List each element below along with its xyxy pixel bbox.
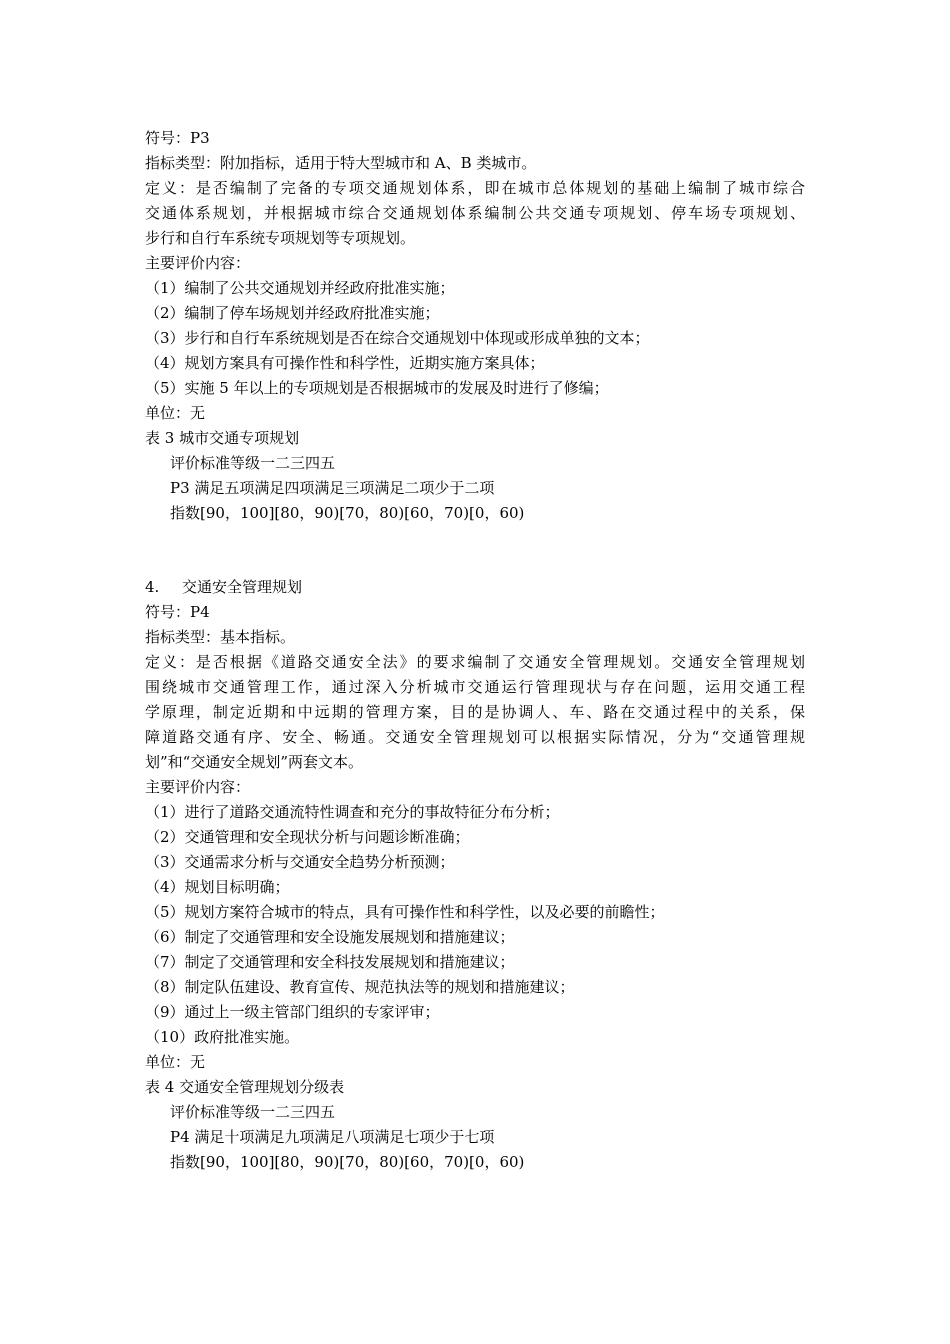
p3-definition-line: 交通体系规划，并根据城市综合交通规划体系编制公共交通专项规划、停车场专项规划、 [145,204,805,222]
p4-eval-heading: 主要评价内容： [145,778,251,796]
p4-eval-item: （2）交通管理和安全现状分析与问题诊断准确； [145,828,470,846]
p3-definition-line: 步行和自行车系统专项规划等专项规划。 [145,229,416,247]
p4-definition-line: 学原理，制定近期和中远期的管理方案，目的是协调人、车、路在交通过程中的关系，保 [145,703,805,721]
section-4-number: 4. [145,578,160,596]
p4-table-title: 表 4 交通安全管理规划分级表 [145,1078,345,1096]
p3-unit: 单位：无 [145,404,206,422]
p3-eval-item: （5）实施 5 年以上的专项规划是否根据城市的发展及时进行了修编； [145,379,609,397]
p3-eval-item: （4）规划方案具有可操作性和科学性，近期实施方案具体； [145,354,545,372]
section-4-heading [145,577,302,601]
p3-table-row-header: 评价标准等级一二三四五 [170,454,336,472]
p4-unit: 单位：无 [145,1053,206,1071]
p4-symbol: 符号：P4 [145,603,210,621]
p4-eval-item: （1）进行了道路交通流特性调查和充分的事故特征分布分析； [145,803,560,821]
p4-eval-item: （5）规划方案符合城市的特点，具有可操作性和科学性，以及必要的前瞻性； [145,903,665,921]
p3-definition-line: 定义：是否编制了完备的专项交通规划体系，即在城市总体规划的基础上编制了城市综合 [145,179,805,197]
p4-definition-line: 障道路交通有序、安全、畅通。交通安全管理规划可以根据实际情况，分为“交通管理规 [145,728,805,746]
p4-definition-line: 定义：是否根据《道路交通安全法》的要求编制了交通安全管理规划。交通安全管理规划 [145,653,805,671]
p3-symbol: 符号：P3 [145,129,210,147]
p4-eval-item: （4）规划目标明确； [145,878,290,896]
p3-table-row-criteria: P3 满足五项满足四项满足三项满足二项少于二项 [170,479,495,497]
p3-indicator-type: 指标类型：附加指标，适用于特大型城市和 A、B 类城市。 [145,154,537,172]
p4-table-row-index: 指数[90，100][80，90)[70，80)[60，70)[0，60) [170,1153,525,1171]
p4-eval-item: （10）政府批准实施。 [145,1028,300,1046]
p3-table-row-index: 指数[90，100][80，90)[70，80)[60，70)[0，60) [170,504,525,522]
p3-eval-item: （3）步行和自行车系统规划是否在综合交通规划中体现或形成单独的文本； [145,329,650,347]
p3-eval-item: （1）编制了公共交通规划并经政府批准实施； [145,279,455,297]
p4-eval-item: （7）制定了交通管理和安全科技发展规划和措施建议； [145,953,515,971]
p3-eval-heading: 主要评价内容： [145,254,251,272]
p3-table-title: 表 3 城市交通专项规划 [145,429,300,447]
p4-definition-line: 划”和“交通安全规划”两套文本。 [145,753,364,771]
p4-eval-item: （8）制定队伍建设、教育宣传、规范执法等的规划和措施建议； [145,978,575,996]
p4-table-row-header: 评价标准等级一二三四五 [170,1103,336,1121]
section-4-title: 交通安全管理规划 [182,578,303,596]
p4-eval-item: （6）制定了交通管理和安全设施发展规划和措施建议； [145,928,515,946]
p4-eval-item: （3）交通需求分析与交通安全趋势分析预测； [145,853,455,871]
p4-indicator-type: 指标类型：基本指标。 [145,628,296,646]
p4-eval-item: （9）通过上一级主管部门组织的专家评审； [145,1003,440,1021]
p3-eval-item: （2）编制了停车场规划并经政府批准实施； [145,304,440,322]
p4-table-row-criteria: P4 满足十项满足九项满足八项满足七项少于七项 [170,1128,495,1146]
p4-definition-line: 围绕城市交通管理工作，通过深入分析城市交通运行管理现状与存在问题，运用交通工程 [145,678,805,696]
